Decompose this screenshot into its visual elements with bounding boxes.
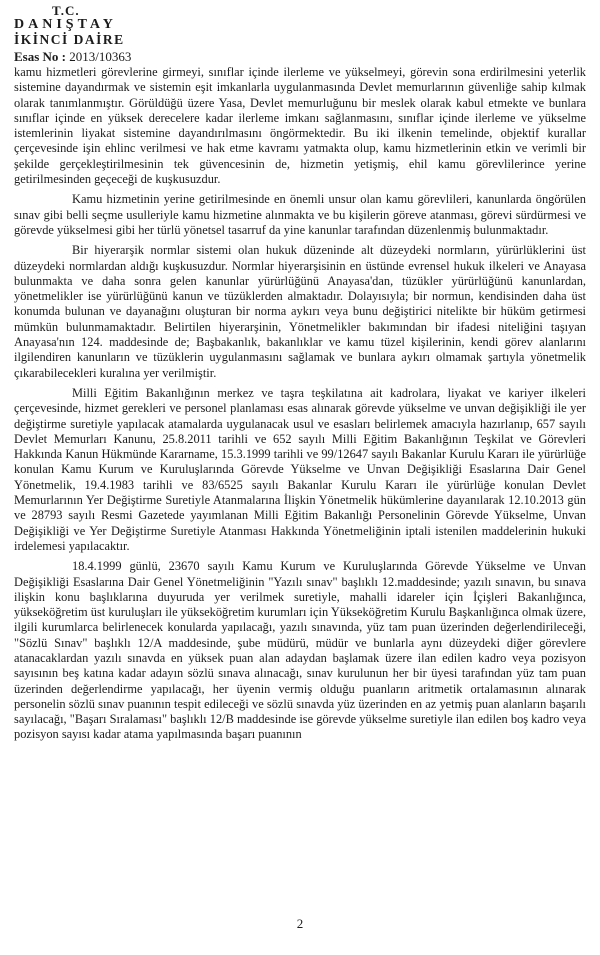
chamber-name: İKİNCİ DAİRE <box>14 32 125 47</box>
case-number: 2013/10363 <box>69 49 132 64</box>
paragraph: Milli Eğitim Bakanlığının merkez ve taşra teşkilatına ait kadrolara, liyakat ve kariyer ilkeleri çerçevesinde, hizmet gerekleri ve personel planlaması esas alınarak görevde yükselme ve unvan değişikliği ile yer değiştirme suretiyle yapılacak atamalarda uygulanacak usul ve esasları belirlemek amacıyla hazırlanıp, 657 sayılı Devlet Memurları Kanunu, 25.8.2011 tarihli ve 652 sayılı Milli Eğitim Bakanlığının Teşkilat ve Görevleri Hakkında Kanun Hükmünde Kararname, 15.3.1999 tarihli ve 99/12647 sayılı Bakanlar Kurulu Kararı ile yürürlüğe konulan Kamu Kurum ve Kuruluşlarında Görevde Yükselme ve Unvan Değişikliği Esaslarına Dair Genel Yönetmelik, 19.4.1983 tarihli ve 83/6525 sayılı Bakanlar Kurulu Kararı ile yürürlüğe konulan Devlet Memurlarının Yer Değiştirme Suretiyle Atanmalarına İlişkin Yönetmelik hükümlerine dayanılarak 12.10.2013 gün ve 28793 sayılı Resmi Gazetede yayımlanan Milli Eğitim Bakanlığı Personelinin Görevde Yükselme, Unvan Değişikliği ve Yer Değiştirme Suretiyle Atanması Hakkında Yönetmeliğinin iptali istenilen maddelerinin hukuki irdelemesi yapılacaktır. <box>14 385 586 553</box>
paragraph: Kamu hizmetinin yerine getirilmesinde en önemli unsur olan kamu görevlileri, kanunlarda öngörülen sınav gibi belli seçme usulleriyle kamu hizmetine alınmakta ve bu kişilerin göreve atanması, görevi sürdürmesi ve görevde yükselmesi gibi her türlü yönetsel tasarruf da yine kanunlar tarafından düzenlenmiş bulunmaktadır. <box>14 192 586 237</box>
page-number: 2 <box>296 916 304 931</box>
paragraph: 18.4.1999 günlü, 23670 sayılı Kamu Kurum ve Kuruluşlarında Görevde Yükselme ve Unvan Değişikliği Esaslarına Dair Genel Yönetmeliğinin "Yazılı sınav" başlıklı 12.maddesinde; yazılı sınavın, bu sınava ilişkin konu başlıklarına duyuruda yer verilmek suretiyle, mahalli idareler için İçişleri Bakanlığınca, yükseköğretim üst kuruluşları ile yükseköğretim kurumları için Yükseköğretim Kurulu Başkanlığınca olmak üzere, ilgili kurumlarca belirlenecek konularda yapılacağı, yazılı sınavında, yüz tam puan üzerinden değerlendirileceği, "Sözlü Sınav" başlıklı 12/A maddesinde, şube müdürü, müdür ve bunlarla aynı düzeydeki diğer görevlere atanacaklardan yazılı sınavda en yüksek puan alan adaydan başlamak üzere ilan edilen kadro veya pozisyon sayısının beş katına kadar adayın sözlü sınava alınacağı, sınav kurulunun her bir üyesi tarafından yüz tam puan üzerinden değerlendirme yapılacağı, her üyenin vermiş olduğu puanların aritmetik ortalamasının alınarak personelin sözlü sınav puanının tespit edileceği ve sözlü sınavda yüz üzerinden en az yetmiş puan alanların başarılı sayılacağı, "Başarı Sıralaması" başlıklı 12/B maddesinde ise görevde yükselme suretiyle ilan edilen boş kadro veya pozisyon sayısı kadar atama yapılmasında başarı puanının <box>14 559 586 742</box>
document-body <box>14 65 586 748</box>
header-tc: T.C. <box>52 3 80 18</box>
paragraph: Bir hiyerarşik normlar sistemi olan hukuk düzeninde alt düzeydeki normların, yürürlüklerini üst düzeydeki normlardan aldığı kuşkusuzdur. Normlar hiyerarşisinin en üstünde evrensel hukuk ilkeleri ve Anayasa bulunmakta ve daha sonra gelen kanunlar yürürlüğünü Anayasa'dan, tüzükler yürürlüğünü kanunlardan, yönetmelikler ise yürürlüğünü kanun ve tüzüklerden almaktadır. Dolayısıyla; bir normun, kendisinden daha üst konumda bulunan ve dayanağını oluşturan bir norma aykırı veya bunu değiştirici nitelikte bir hüküm getirmesi mümkün bulunmamaktadır. Belirtilen hiyerarşinin, Yönetmelikler bakımından bir ifadesi niteliğini taşıyan Anayasa'nın 124. maddesinde de; Başbakanlık, bakanlıklar ve kamu tüzel kişilerinin, kendi görev alanlarını ilgilendiren kanunların ve tüzüklerin uygulanmasını sağlamak ve bunlara aykırı olmamak şartıyla yönetmelik çıkarabilecekleri kuralına yer verilmiştir. <box>14 243 586 380</box>
case-number-label: Esas No : <box>14 49 67 64</box>
paragraph: kamu hizmetleri görevlerine girmeyi, sınıflar içinde ilerleme ve yükselmeyi, görevin sona erdirilmesini yeterlik sistemine dayandırmak ve sistemin eşit imkanlarla uygulanmasında Devlet memurlarının güvenliğe sahip kılmak olarak tanımlanmıştır. Görüldüğü üzere Yasa, Devlet memurluğunu bir meslek olarak kabul etmekte ve bunlara sınıflar içinde en yüksek derecelere kadar ilerleme imkanı sağlanmasını, sınıflar içinde ilerleme ve yükselme istemlerinin liyakat sistemine dayandırılmasını öngörmektedir. Bu iki ilkenin temelinde, objektif kurallar çerçevesinde işin ehlinc verilmesi ve hak etme kavramı yatmakta olup, kamu hizmetlerinin etkin ve verimli bir şekilde gerçekleştirilmesinin tek güvencesinin de, hizmetin yetişmiş, ehil kamu görevlilerince yerine getirilmesinden geçeceği de kuşkusuzdur. <box>14 65 586 187</box>
case-number-line <box>14 50 131 64</box>
court-name: DANIŞTAY <box>14 17 117 32</box>
